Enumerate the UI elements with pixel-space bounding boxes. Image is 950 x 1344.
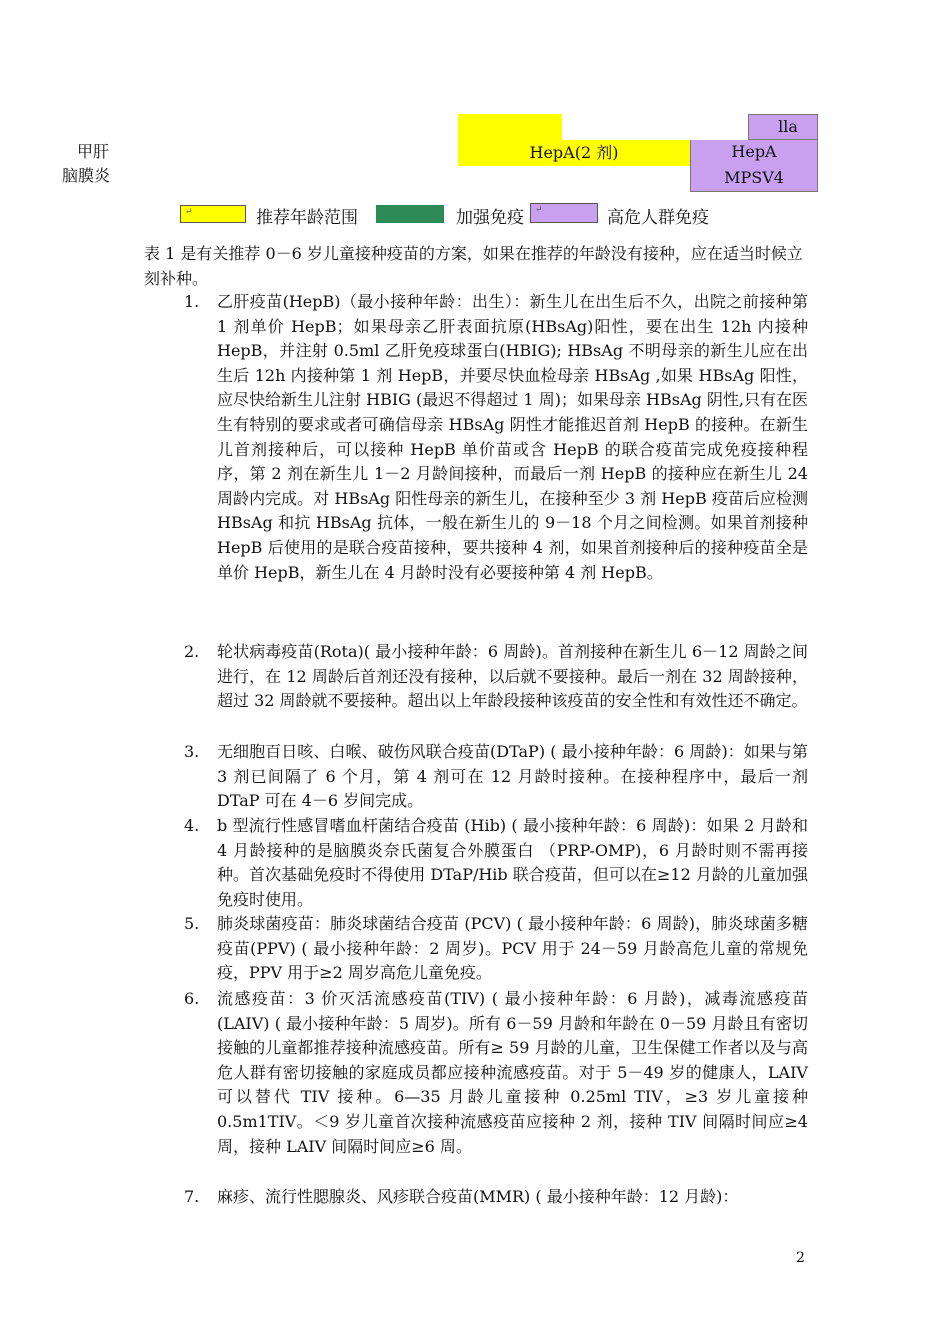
row-label-hepa: 甲肝 [77,142,110,161]
list-item-influenza [184,987,808,1159]
legend-swatch-highrisk [530,203,598,223]
hepa-yellow-top-cell-2 [562,114,748,140]
list-item-number: 4. [184,816,200,835]
list-item-number: 2. [184,642,200,661]
legend-swatch-recommended [180,205,246,223]
hepa-range-cell [458,140,690,166]
mpsv4-highrisk-text: MPSV4 [724,168,784,187]
top-purple-cell [748,114,818,140]
list-item-text: 轮状病毒疫苗(Rota)( 最小接种年龄：6 周龄)。首剂接种在新生儿 6－12 周龄之间进行，在 12 周龄后首剂还没有接种，以后就不要接种。最后一剂在 32 周龄接种，超过 32 周龄就不要接种。超出以上年龄段接种该疫苗的安全性和有效性还不确定。 [217,642,808,711]
list-item-number: 5. [184,914,200,933]
list-item-number: 7. [184,1187,200,1206]
list-item-text: 麻疹、流行性腮腺炎、风疹联合疫苗(MMR) ( 最小接种年龄：12 月龄)： [217,1187,739,1206]
legend-label-highrisk: 高危人群免疫 [607,208,709,228]
legend-label-recommended: 推荐年龄范围 [256,208,358,228]
legend-marker-highrisk: ↵ [535,205,543,215]
list-item-mmr [184,1185,808,1210]
hepa-range-text: HepA(2 剂) [529,143,619,162]
intro-paragraph: 表 1 是有关推荐 0－6 岁儿童接种疫苗的方案，如果在推荐的年龄没有接种，应在适当时候立刻补种。 [144,244,803,288]
list-item-hepb [184,290,808,585]
list-item-text: 流感疫苗：3 价灭活流感疫苗(TIV) ( 最小接种年龄：6 月龄)，减毒流感疫苗(LAIV) ( 最小接种年龄：5 周岁)。所有 6－59 月龄和年龄在 0－59 月龄且有密切接触的儿童都推荐接种流感疫苗。所有≥ 59 月龄的儿童，卫生保健工作者以及与高危人群有密切接触的家庭成员都应接种流感疫苗。对于 5－49 岁的健康人，LAIV 可以替代 TIV 接种。6—35 月龄儿童接种 0.25ml TIV，≥3 岁儿童接种 0.5m1TIV。＜9 岁儿童首次接种流感疫苗应接种 2 剂，接种 TIV 间隔时间应≥4 周，接种 LAIV 间隔时间应≥6 周。 [217,989,808,1156]
legend-label-booster: 加强免疫 [456,208,524,228]
row-label-meningitis: 脑膜炎 [62,166,111,185]
list-item-text: 肺炎球菌疫苗：肺炎球菌结合疫苗 (PCV) ( 最小接种年龄：6 周龄)，肺炎球菌多糖疫苗(PPV) ( 最小接种年龄：2 周岁)。PCV 用于 24－59 月龄高危儿童的常规免疫，PPV 用于≥2 周岁高危儿童免疫。 [217,914,808,983]
hepa-highrisk-text: HepA [731,142,777,161]
list-item-rota [184,640,808,714]
list-item-hib [184,814,808,912]
list-item-number: 1. [184,292,200,311]
list-item-number: 6. [184,989,200,1008]
list-item-dtap [184,740,808,814]
list-item-text: 无细胞百日咳、白喉、破伤风联合疫苗(DTaP) ( 最小接种年龄：6 周龄)：如果与第 3 剂已间隔了 6 个月，第 4 剂可在 12 月龄时接种。在接种程序中，最后一剂 DTaP 可在 4－6 岁间完成。 [217,742,808,811]
list-item-pcv [184,912,808,986]
list-item-text: b 型流行性感冒嗜血杆菌结合疫苗 (Hib) ( 最小接种年龄：6 周龄)：如果 2 月龄和 4 月龄接种的是脑膜炎奈氏菌复合外膜蛋白 （PRP-OMP)，6 月龄时则不需再接种。首次基础免疫时不得使用 DTaP/Hib 联合疫苗，但可以在≥12 月龄的儿童加强免疫时使用。 [217,816,808,909]
legend-swatch-booster [376,205,444,223]
hepa-highrisk-cell [690,140,818,166]
top-purple-cell-text: lla [778,117,798,136]
mpsv4-highrisk-cell [690,166,818,192]
hepa-yellow-top-cell [458,114,562,140]
list-item-number: 3. [184,742,200,761]
list-item-text: 乙肝疫苗(HepB)（最小接种年龄：出生）：新生儿在出生后不久，出院之前接种第 1 剂单价 HepB；如果母亲乙肝表面抗原(HBsAg)阳性，要在出生 12h 内接种 HepB，并注射 0.5ml 乙肝免疫球蛋白(HBIG); HBsAg 不明母亲的新生儿应在出生后 12h 内接种第 1 剂 HepB，并要尽快血检母亲 HBsAg ,如果 HBsAg 阳性，应尽快给新生儿注射 HBIG (最迟不得超过 1 周)；如果母亲 HBsAg 阴性,只有在医生有特别的要求或者可确信母亲 HBsAg 阴性才能推迟首剂 HepB 的接种。在新生儿首剂接种后，可以接种 HepB 单价苗或含 HepB 的联合疫苗完成免疫接种程序，第 2 剂在新生儿 1－2 月龄间接种，而最后一剂 HepB 的接种应在新生儿 24 周龄内完成。对 HBsAg 阳性母亲的新生儿，在接种至少 3 剂 HepB 疫苗后应检测 HBsAg 和抗 HBsAg 抗体，一般在新生儿的 9－18 个月之间检测。如果首剂接种 HepB 后使用的是联合疫苗接种，要共接种 4 剂，如果首剂接种后的接种疫苗全是单价 HepB，新生儿在 4 月龄时没有必要接种第 4 剂 HepB。 [217,292,808,582]
legend-marker-recommended: ↵ [185,207,193,217]
page-number: 2 [796,1250,805,1266]
